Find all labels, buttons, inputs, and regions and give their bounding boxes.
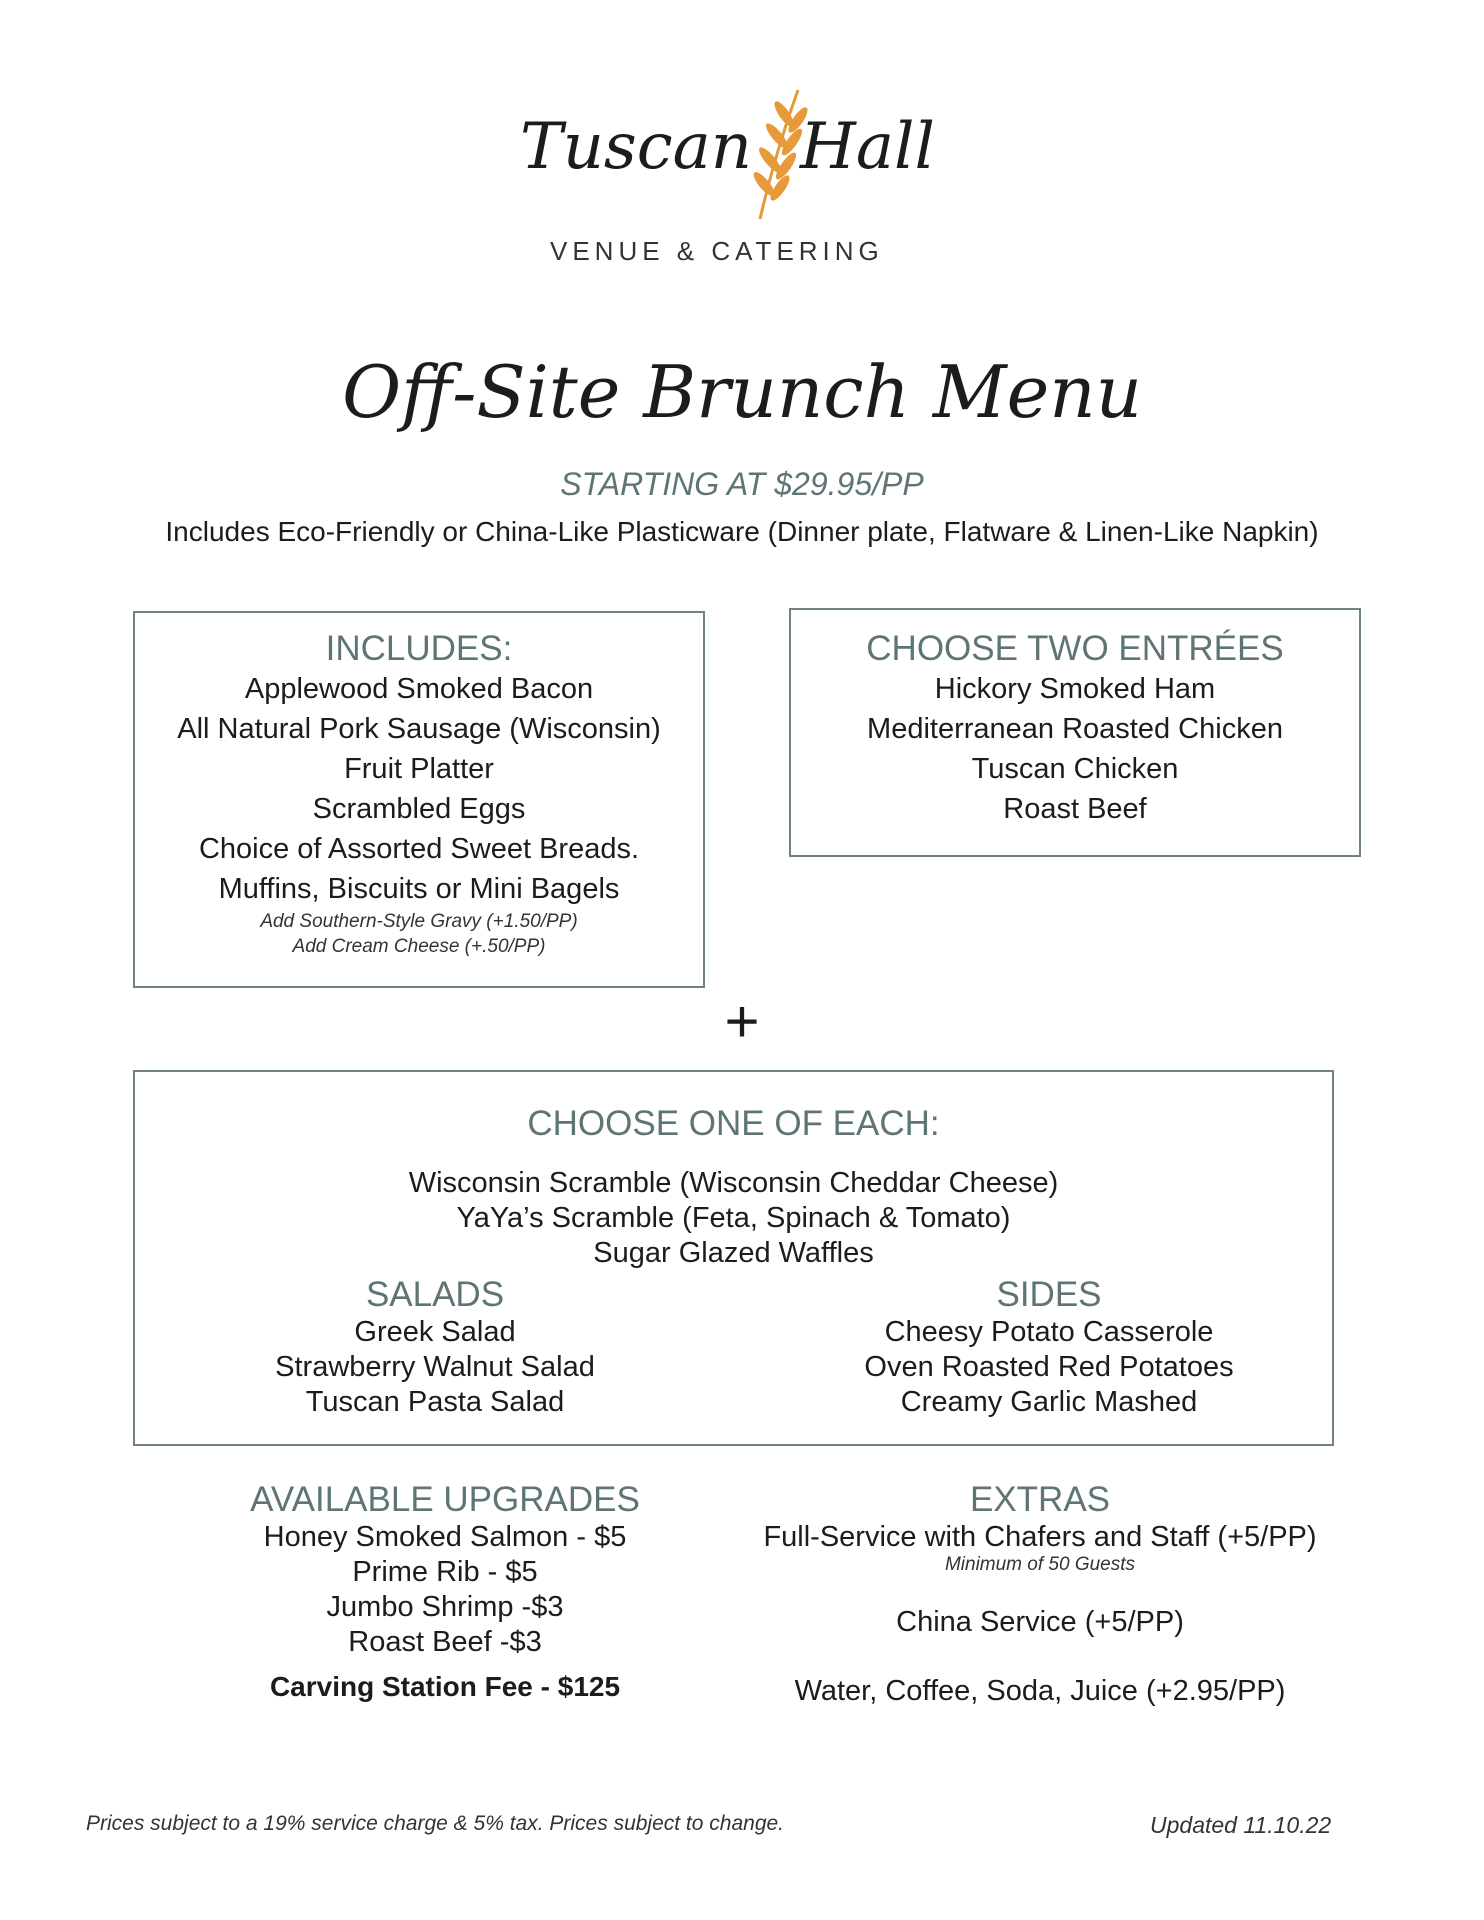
sides-section (819, 1275, 1279, 1420)
list-item: Tuscan Chicken (971, 753, 1179, 785)
logo-name-right: Hall (800, 110, 935, 184)
logo-tagline: VENUE & CATERING (550, 236, 884, 266)
china-service-item: China Service (+5/PP) (896, 1606, 1184, 1638)
list-item: Sugar Glazed Waffles (593, 1237, 874, 1269)
full-service-note: Minimum of 50 Guests (944, 1554, 1136, 1575)
list-item: Cheesy Potato Casserole (884, 1316, 1214, 1348)
entrees-heading: CHOOSE TWO ENTRÉES (866, 629, 1284, 668)
includes-heading: INCLUDES: (325, 629, 513, 668)
list-item: Scrambled Eggs (312, 793, 526, 825)
cream-cheese-note: Add Cream Cheese (+.50/PP) (292, 936, 546, 957)
choose-heading: CHOOSE ONE OF EACH: (527, 1104, 940, 1143)
carving-fee: Carving Station Fee - $125 (269, 1671, 621, 1702)
extras-section (740, 1480, 1340, 1709)
entrees-box (789, 608, 1361, 857)
page-title: Off-Site Brunch Menu (342, 350, 1142, 434)
scramble-list (135, 1166, 1332, 1271)
includes-box (133, 611, 705, 988)
logo (500, 80, 980, 280)
extras-heading: EXTRAS (969, 1480, 1111, 1519)
salads-heading: SALADS (365, 1275, 505, 1314)
upgrades-heading: AVAILABLE UPGRADES (250, 1480, 640, 1519)
list-item: Greek Salad (354, 1316, 516, 1348)
list-item: Jumbo Shrimp -$3 (326, 1591, 564, 1623)
list-item: YaYa’s Scramble (Feta, Spinach & Tomato) (456, 1202, 1011, 1234)
list-item: Oven Roasted Red Potatoes (864, 1351, 1234, 1383)
list-item: Prime Rib - $5 (352, 1556, 538, 1588)
list-item: Hickory Smoked Ham (934, 673, 1216, 705)
list-item: Fruit Platter (344, 753, 494, 785)
gravy-note: Add Southern-Style Gravy (+1.50/PP) (260, 911, 578, 932)
salads-section (235, 1275, 635, 1420)
list-item: Wisconsin Scramble (Wisconsin Cheddar Cheese) (408, 1167, 1059, 1199)
list-item: Strawberry Walnut Salad (275, 1351, 595, 1383)
starting-price: STARTING AT $29.95/PP (560, 466, 924, 502)
includes-line: Includes Eco-Friendly or China-Like Plasticware (Dinner plate, Flatware & Linen-Like Napkin) (165, 516, 1319, 547)
list-item: Creamy Garlic Mashed (900, 1386, 1198, 1418)
drinks-item: Water, Coffee, Soda, Juice (+2.95/PP) (794, 1675, 1286, 1707)
list-item: Mediterranean Roasted Chicken (867, 713, 1283, 745)
list-item: All Natural Pork Sausage (Wisconsin) (177, 713, 661, 745)
list-item: Tuscan Pasta Salad (305, 1386, 565, 1418)
list-item: Honey Smoked Salmon - $5 (263, 1521, 627, 1553)
list-item: Applewood Smoked Bacon (244, 673, 594, 705)
choose-one-box (133, 1070, 1334, 1446)
list-item: Roast Beef -$3 (348, 1626, 542, 1658)
list-item: Roast Beef (1003, 793, 1147, 825)
full-service-item: Full-Service with Chafers and Staff (+5/PP) (763, 1521, 1317, 1553)
list-item: Choice of Assorted Sweet Breads. (198, 833, 640, 865)
sides-heading: SIDES (996, 1275, 1102, 1314)
footer-disclaimer: Prices subject to a 19% service charge & 5% tax. Prices subject to change. (86, 1812, 785, 1835)
plus-sign: + (724, 988, 760, 1055)
upgrades-section (230, 1480, 660, 1704)
list-item: Muffins, Biscuits or Mini Bagels (218, 873, 620, 905)
logo-name-left: Tuscan (520, 110, 752, 184)
footer-updated: Updated 11.10.22 (1150, 1812, 1332, 1838)
